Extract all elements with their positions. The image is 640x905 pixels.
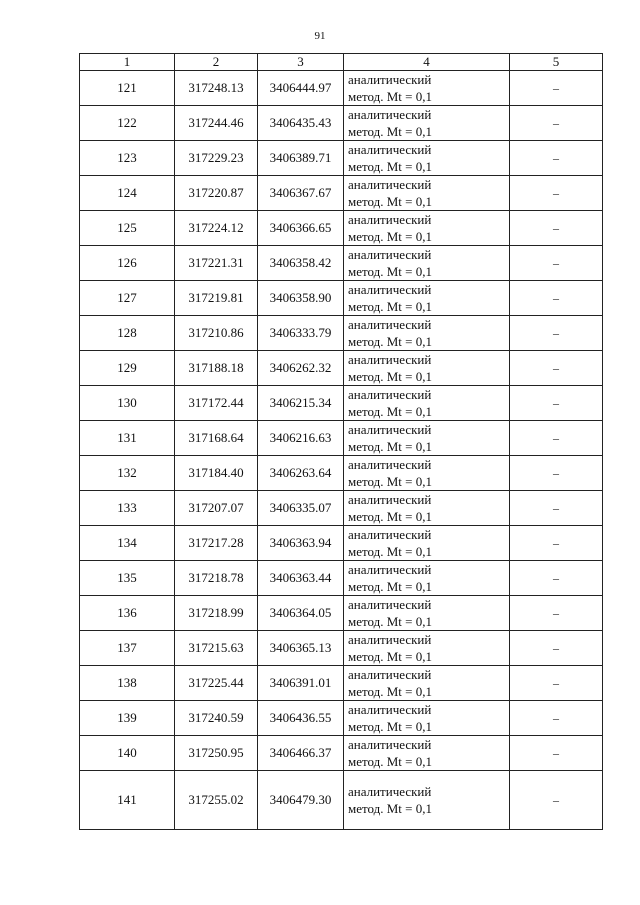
method-line-1: аналитический [348,702,432,717]
column-5-cell: – [510,736,603,771]
method-line-1: аналитический [348,422,432,437]
method-cell [344,141,510,176]
y-coordinate-cell: 3406216.63 [258,421,344,456]
table-row [80,701,603,736]
method-line-1: аналитический [348,527,432,542]
y-coordinate-cell: 3406263.64 [258,456,344,491]
table-row [80,386,603,421]
point-number-cell: 136 [80,596,175,631]
y-coordinate-cell: 3406391.01 [258,666,344,701]
y-coordinate-cell: 3406436.55 [258,701,344,736]
method-cell [344,176,510,211]
point-number-cell: 135 [80,561,175,596]
x-coordinate-cell: 317188.18 [175,351,258,386]
table-row [80,596,603,631]
table-row [80,456,603,491]
x-coordinate-cell: 317224.12 [175,211,258,246]
table-row [80,71,603,106]
method-line-1: аналитический [348,212,432,227]
method-line-1: аналитический [348,247,432,262]
method-cell [344,281,510,316]
y-coordinate-cell: 3406366.65 [258,211,344,246]
method-cell [344,106,510,141]
point-number-cell: 121 [80,71,175,106]
x-coordinate-cell: 317210.86 [175,316,258,351]
column-5-cell: – [510,701,603,736]
page-number: 91 [314,30,326,42]
column-5-cell: – [510,666,603,701]
x-coordinate-cell: 317184.40 [175,456,258,491]
column-5-cell: – [510,421,603,456]
y-coordinate-cell: 3406367.67 [258,176,344,211]
x-coordinate-cell: 317240.59 [175,701,258,736]
point-number-cell: 126 [80,246,175,281]
method-line-2: метод. Mt = 0,1 [348,334,432,349]
x-coordinate-cell: 317217.28 [175,526,258,561]
column-5-cell: – [510,176,603,211]
method-line-1: аналитический [348,317,432,332]
column-5-cell: – [510,456,603,491]
method-line-2: метод. Mt = 0,1 [348,719,432,734]
x-coordinate-cell: 317215.63 [175,631,258,666]
column-header-2: 2 [175,54,258,71]
table-row [80,211,603,246]
point-number-cell: 124 [80,176,175,211]
method-line-2: метод. Mt = 0,1 [348,649,432,664]
x-coordinate-cell: 317219.81 [175,281,258,316]
y-coordinate-cell: 3406435.43 [258,106,344,141]
method-cell [344,736,510,771]
table-body [80,71,603,830]
y-coordinate-cell: 3406358.42 [258,246,344,281]
point-number-cell: 133 [80,491,175,526]
method-line-2: метод. Mt = 0,1 [348,299,432,314]
column-5-cell: – [510,106,603,141]
method-cell [344,701,510,736]
method-cell [344,211,510,246]
method-line-1: аналитический [348,107,432,122]
point-number-cell: 123 [80,141,175,176]
x-coordinate-cell: 317244.46 [175,106,258,141]
method-line-1: аналитический [348,142,432,157]
column-5-cell: – [510,561,603,596]
table-row [80,526,603,561]
y-coordinate-cell: 3406363.44 [258,561,344,596]
column-5-cell: – [510,526,603,561]
table-row [80,281,603,316]
table-row [80,666,603,701]
table-row [80,141,603,176]
column-5-cell: – [510,491,603,526]
method-line-1: аналитический [348,177,432,192]
method-line-1: аналитический [348,457,432,472]
method-line-1: аналитический [348,562,432,577]
method-line-1: аналитический [348,784,432,799]
column-5-cell: – [510,771,603,830]
table-row [80,561,603,596]
table-row [80,491,603,526]
point-number-cell: 138 [80,666,175,701]
method-line-2: метод. Mt = 0,1 [348,369,432,384]
point-number-cell: 134 [80,526,175,561]
column-header-4: 4 [344,54,510,71]
x-coordinate-cell: 317172.44 [175,386,258,421]
y-coordinate-cell: 3406262.32 [258,351,344,386]
method-line-2: метод. Mt = 0,1 [348,404,432,419]
point-number-cell: 139 [80,701,175,736]
method-line-1: аналитический [348,737,432,752]
table-row [80,736,603,771]
x-coordinate-cell: 317221.31 [175,246,258,281]
method-line-2: метод. Mt = 0,1 [348,754,432,769]
method-line-2: метод. Mt = 0,1 [348,544,432,559]
method-cell [344,491,510,526]
y-coordinate-cell: 3406389.71 [258,141,344,176]
method-cell [344,246,510,281]
method-cell [344,386,510,421]
method-line-2: метод. Mt = 0,1 [348,439,432,454]
y-coordinate-cell: 3406358.90 [258,281,344,316]
method-line-1: аналитический [348,492,432,507]
x-coordinate-cell: 317250.95 [175,736,258,771]
point-number-cell: 129 [80,351,175,386]
method-line-2: метод. Mt = 0,1 [348,264,432,279]
point-number-cell: 140 [80,736,175,771]
method-line-1: аналитический [348,387,432,402]
column-5-cell: – [510,351,603,386]
column-5-cell: – [510,281,603,316]
method-line-1: аналитический [348,282,432,297]
x-coordinate-cell: 317229.23 [175,141,258,176]
y-coordinate-cell: 3406333.79 [258,316,344,351]
method-line-1: аналитический [348,72,432,87]
point-number-cell: 125 [80,211,175,246]
point-number-cell: 131 [80,421,175,456]
y-coordinate-cell: 3406365.13 [258,631,344,666]
x-coordinate-cell: 317207.07 [175,491,258,526]
point-number-cell: 128 [80,316,175,351]
method-cell [344,316,510,351]
coordinates-table [79,53,603,830]
method-line-2: метод. Mt = 0,1 [348,614,432,629]
table-row [80,246,603,281]
method-line-2: метод. Mt = 0,1 [348,89,432,104]
x-coordinate-cell: 317218.78 [175,561,258,596]
column-5-cell: – [510,386,603,421]
column-5-cell: – [510,246,603,281]
method-line-2: метод. Mt = 0,1 [348,509,432,524]
point-number-cell: 130 [80,386,175,421]
x-coordinate-cell: 317225.44 [175,666,258,701]
table-header-row [80,54,603,71]
column-5-cell: – [510,316,603,351]
table-row [80,421,603,456]
method-cell [344,596,510,631]
point-number-cell: 137 [80,631,175,666]
method-cell [344,71,510,106]
column-header-1: 1 [80,54,175,71]
column-5-cell: – [510,596,603,631]
method-line-2: метод. Mt = 0,1 [348,579,432,594]
x-coordinate-cell: 317218.99 [175,596,258,631]
y-coordinate-cell: 3406335.07 [258,491,344,526]
method-cell [344,351,510,386]
column-header-5: 5 [510,54,603,71]
method-line-2: метод. Mt = 0,1 [348,229,432,244]
method-line-1: аналитический [348,632,432,647]
method-line-2: метод. Mt = 0,1 [348,474,432,489]
column-5-cell: – [510,631,603,666]
method-cell [344,421,510,456]
table-row [80,351,603,386]
y-coordinate-cell: 3406479.30 [258,771,344,830]
point-number-cell: 127 [80,281,175,316]
y-coordinate-cell: 3406364.05 [258,596,344,631]
table-row [80,771,603,830]
x-coordinate-cell: 317220.87 [175,176,258,211]
method-line-1: аналитический [348,597,432,612]
column-5-cell: – [510,71,603,106]
method-line-2: метод. Mt = 0,1 [348,194,432,209]
column-header-3: 3 [258,54,344,71]
table-row [80,176,603,211]
column-5-cell: – [510,141,603,176]
x-coordinate-cell: 317168.64 [175,421,258,456]
table-row [80,106,603,141]
method-line-2: метод. Mt = 0,1 [348,159,432,174]
method-cell [344,631,510,666]
x-coordinate-cell: 317255.02 [175,771,258,830]
y-coordinate-cell: 3406466.37 [258,736,344,771]
method-line-2: метод. Mt = 0,1 [348,124,432,139]
table-row [80,631,603,666]
method-line-2: метод. Mt = 0,1 [348,801,432,816]
point-number-cell: 132 [80,456,175,491]
point-number-cell: 141 [80,771,175,830]
method-cell [344,771,510,830]
method-cell [344,456,510,491]
method-line-2: метод. Mt = 0,1 [348,684,432,699]
method-line-1: аналитический [348,667,432,682]
column-5-cell: – [510,211,603,246]
point-number-cell: 122 [80,106,175,141]
y-coordinate-cell: 3406363.94 [258,526,344,561]
method-cell [344,561,510,596]
method-cell [344,526,510,561]
method-cell [344,666,510,701]
y-coordinate-cell: 3406215.34 [258,386,344,421]
method-line-1: аналитический [348,352,432,367]
y-coordinate-cell: 3406444.97 [258,71,344,106]
table-row [80,316,603,351]
x-coordinate-cell: 317248.13 [175,71,258,106]
